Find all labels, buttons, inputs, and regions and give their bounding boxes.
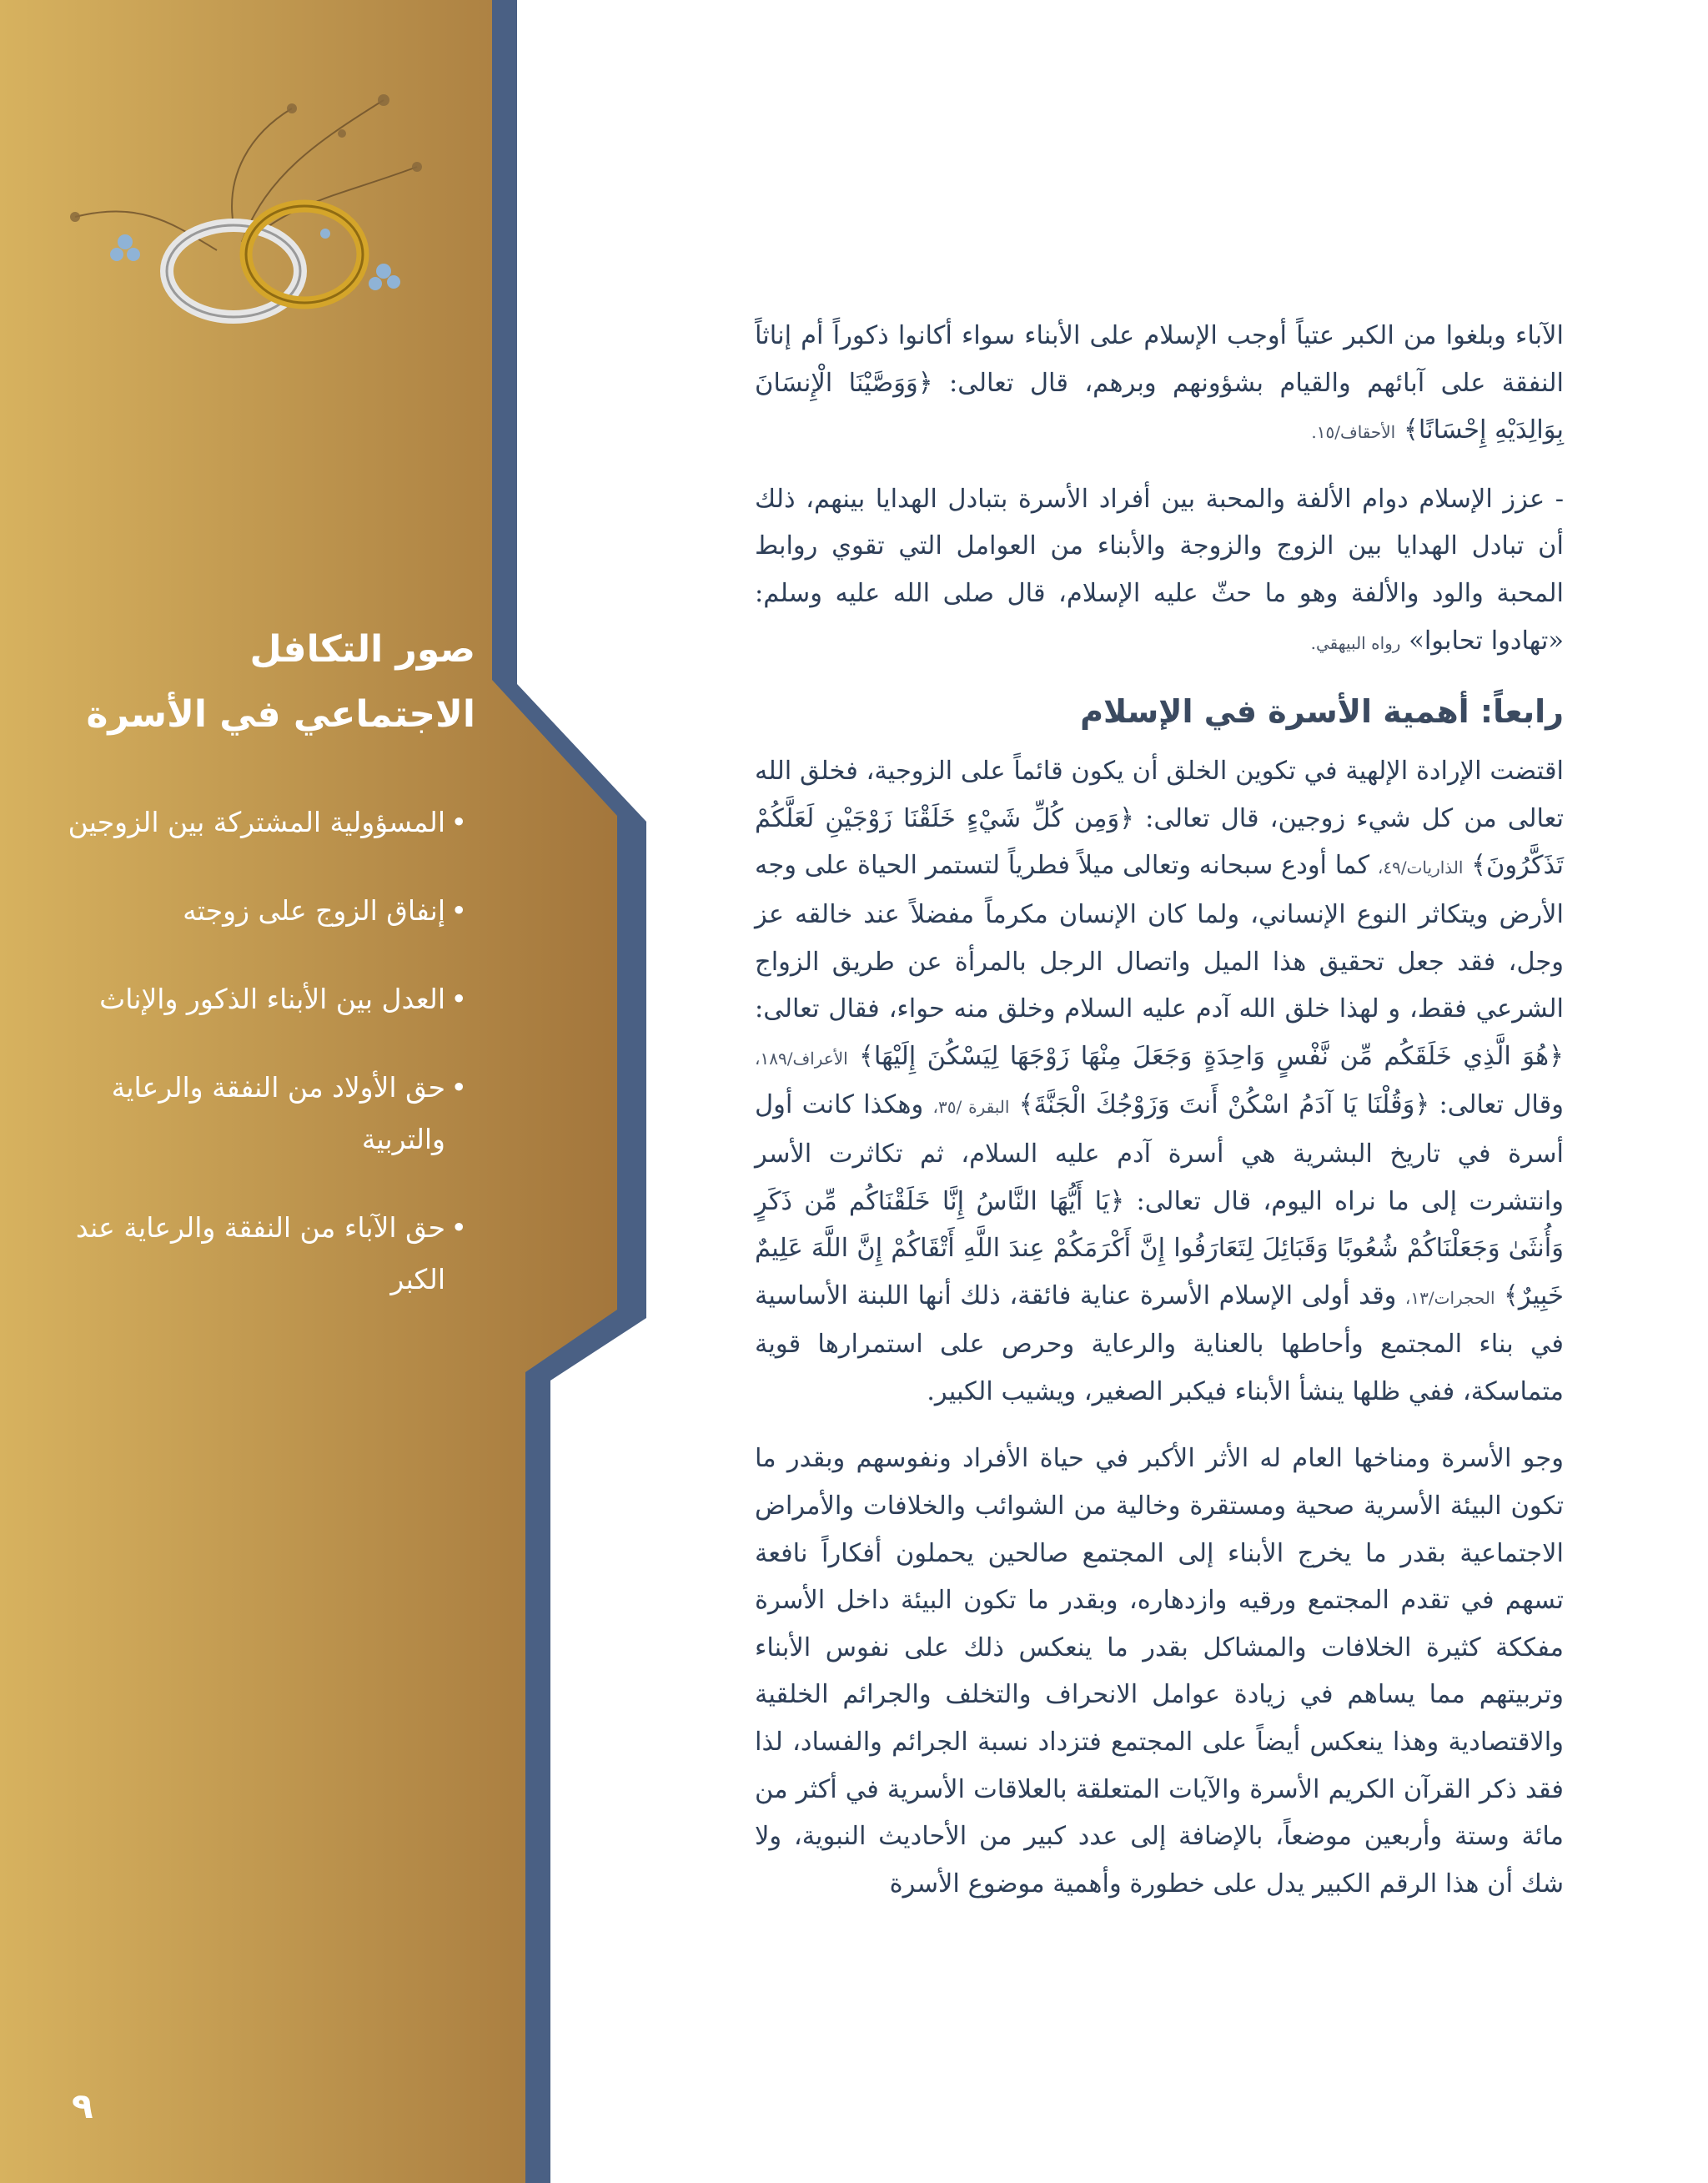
quran-reference: الحجرات/١٣، — [1404, 1287, 1495, 1308]
hadith-reference: رواه البيهقي. — [1310, 632, 1401, 653]
paragraph-parents-care — [755, 313, 1564, 456]
paragraph-gifts — [755, 476, 1564, 666]
paragraph-text: اقتضت الإرادة الإلهية في تكوين الخلق أن يكون قائماً على الزوجية، فخلق الله تعالى من كل شيء زوجين، قال تعالى: ﴿وَمِن كُلِّ شَيْءٍ خَلَقْنَا زَوْجَيْنِ لَعَلَّكُمْ تَذَكَّرُونَ﴾ — [755, 757, 1564, 881]
list-item: • المسؤولية المشتركة بين الزوجين — [33, 797, 467, 848]
list-item: • حق الأولاد من النفقة والرعاية والتربية — [33, 1062, 467, 1165]
quran-reference: الذاريات/٤٩، — [1377, 858, 1464, 878]
paragraph-text: وقد أولى الإسلام الأسرة عناية فائقة، ذلك أنها اللبنة الأساسية في بناء المجتمع وأحاطها بالعناية والرعاية وحرص على استمرارها قوية متماسكة، ففي ظلها ينشأ الأبناء فيكبر الصغير، ويشيب الكبير. — [755, 1280, 1564, 1406]
sidebar-title-line1: صور التكافل — [249, 628, 475, 671]
sidebar-title-line2: الاجتماعي في الأسرة — [86, 693, 475, 736]
list-item: • العدل بين الأبناء الذكور والإناث — [33, 973, 467, 1025]
quran-reference: الأحقاف/١٥. — [1311, 422, 1396, 443]
paragraph-text: - عزز الإسلام دوام الألفة والمحبة بين أفراد الأسرة بتبادل الهدايا بينهم، ذلك أن تبادل الهدايا بين الزوج والزوجة والأبناء من العوامل التي تقوي روابط المحبة والود والألفة وهو ما حثّ عليه الإسلام، قال صلى الله عليه وسلم: «تهادوا تحابوا» — [755, 484, 1564, 656]
section-heading: رابعاً: أهمية الأسرة في الإسلام — [1080, 693, 1564, 731]
paragraph-text: وقال تعالى: ﴿وَقُلْنَا يَا آدَمُ اسْكُنْ أَنتَ وَزَوْجُكَ الْجَنَّةَ﴾ — [1018, 1090, 1564, 1120]
paragraph-family-environment: وجو الأسرة ومناخها العام له الأثر الأكبر في حياة الأفراد ونفوسهم وبقدر ما تكون البيئة الأسرية صحية ومستقرة وخالية من الشوائب والخلافات والأمراض الاجتماعية بقدر ما يخرج الأبناء إلى المجتمع صالحين يحملون أفكاراً نافعة تسهم في تقدم المجتمع ورقيه وازدهاره، وبقدر ما تكون البيئة داخل الأسرة مفككة كثيرة الخلافات والمشاكل بقدر ما ينعكس ذلك على نفوس الأبناء وتربيتهم مما يساهم في زيادة عوامل الانحراف والتخلف والجرائم الخلقية والاقتصادية وهذا ينعكس أيضاً على المجتمع فتزداد نسبة الجرائم والفساد، لذا فقد ذكر القرآن الكريم الأسرة والآيات المتعلقة بالعلاقات الأسرية في أكثر من مائة وستة وأربعين موضعاً، بالإضافة إلى عدد كبير من الأحاديث النبوية، ولا شك أن هذا الرقم الكبير يدل على خطورة وأهمية موضوع الأسرة — [755, 1444, 1564, 1899]
paragraph-text: كما أودع سبحانه وتعالى ميلاً فطرياً لتستمر الحياة على وجه الأرض ويتكاثر النوع الإنساني، ولما كان الإنسان مكرماً مفضلاً عند خالقه عز وجل، فقد جعل تحقيق هذا الميل واتصال الرجل بالمرأة عن طريق الزواج الشرعي فقط، و لهذا خلق الله آدم عليه السلام وخلق منه حواء، فقال تعالى:﴿هُوَ الَّذِي خَلَقَكُم مِّن نَّفْسٍ وَاحِدَةٍ وَجَعَلَ مِنْهَا زَوْجَهَا لِيَسْكُنَ إِلَيْهَا﴾ — [755, 851, 1564, 1071]
sidebar-list — [33, 797, 467, 1342]
quran-reference: الأعراف/١٨٩، — [755, 1048, 848, 1069]
paragraph-family-importance — [755, 748, 1564, 1416]
list-item: • إنفاق الزوج على زوجته — [33, 885, 467, 937]
paragraph-text: الآباء وبلغوا من الكبر عتياً أوجب الإسلام على الأبناء سواء أكانوا ذكوراً أم إناثاً النفقة على آبائهم والقيام بشؤونهم وبرهم، قال تعالى: ﴿وَوَصَّيْنَا الْإِنسَانَ بِوَالِدَيْهِ إِحْسَانًا﴾ — [755, 321, 1564, 445]
page-number: ٩ — [72, 2085, 93, 2126]
quran-reference: البقرة /٣٥، — [932, 1097, 1010, 1118]
paragraph-text: وهكذا كانت أول أسرة في تاريخ البشرية هي أسرة آدم عليه السلام، ثم تكاثرت الأسر وانتشرت إلى ما نراه اليوم، قال تعالى: ﴿يَا أَيُّهَا النَّاسُ إِنَّا خَلَقْنَاكُم مِّن ذَكَرٍ وَأُنثَىٰ وَجَعَلْنَاكُمْ شُعُوبًا وَقَبَائِلَ لِتَعَارَفُوا إِنَّ أَكْرَمَكُمْ عِندَ اللَّهِ أَتْقَاكُمْ إِنَّ اللَّهَ عَلِيمٌ خَبِيرٌ﴾ — [755, 1090, 1564, 1310]
list-item: • حق الآباء من النفقة والرعاية عند الكبر — [33, 1202, 467, 1305]
main-content — [755, 313, 1564, 1928]
sidebar-title — [33, 617, 475, 747]
wedding-rings-floral-icon — [50, 75, 467, 325]
